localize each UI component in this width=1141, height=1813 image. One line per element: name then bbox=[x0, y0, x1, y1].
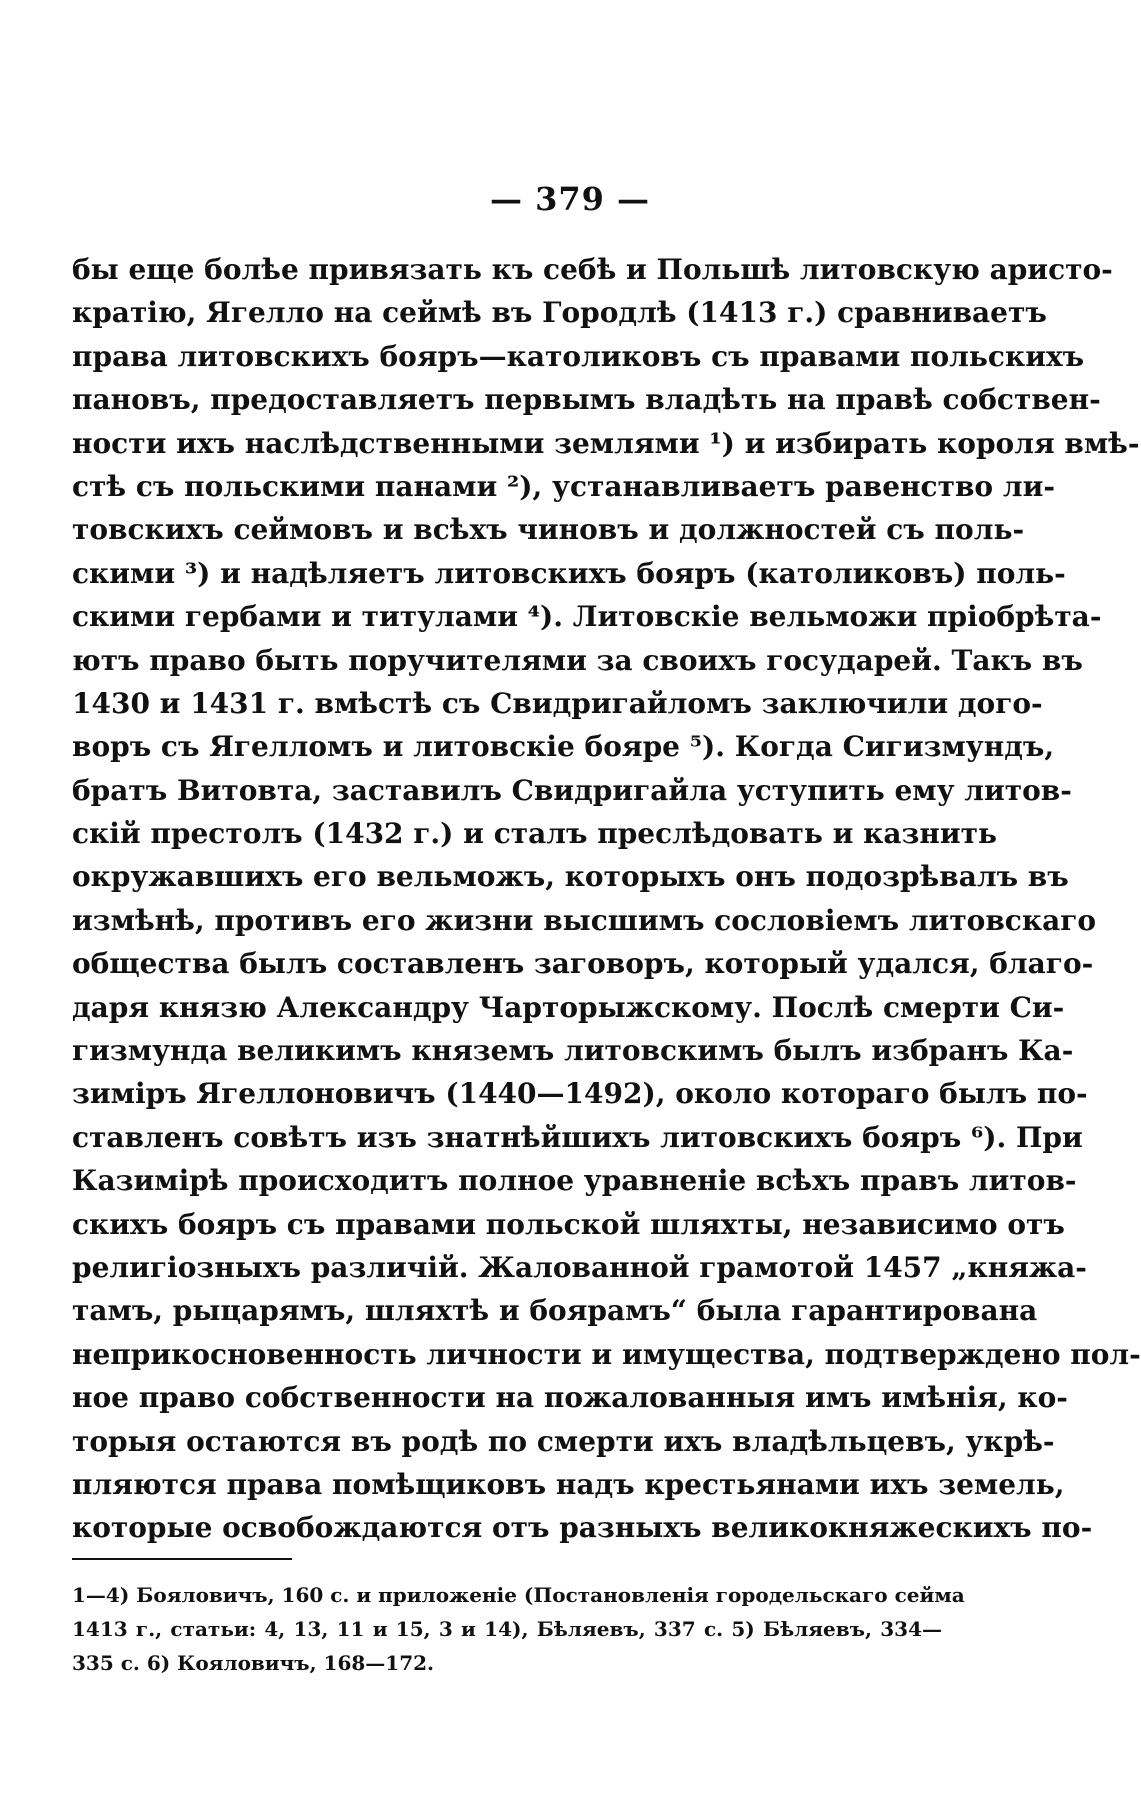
body-line: ности ихъ наслѣдственными землями ¹) и избирать короля вмѣ- bbox=[72, 426, 1140, 460]
footnote-line: 335 с. 6) Кояловичъ, 168—172. bbox=[72, 1651, 435, 1675]
body-line: общества былъ составленъ заговоръ, который удался, благо- bbox=[72, 947, 1094, 981]
body-line: ставленъ совѣтъ изъ знатнѣйшихъ литовскихъ бояръ ⁶). При bbox=[72, 1120, 1083, 1154]
body-line: измѣнѣ, противъ его жизни высшимъ сословіемъ литовскаго bbox=[72, 903, 1097, 937]
body-text bbox=[72, 248, 1141, 1550]
body-line: кратію, Ягелло на сеймѣ въ Городлѣ (1413 г.) сравниваетъ bbox=[72, 296, 1047, 330]
body-line: тамъ, рыцарямъ, шляхтѣ и боярамъ“ была гарантирована bbox=[72, 1294, 1038, 1328]
body-line: Казимірѣ происходитъ полное уравненіе всѣхъ правъ литов- bbox=[72, 1164, 1077, 1198]
body-line: религіозныхъ различій. Жалованной грамотой 1457 „княжа- bbox=[72, 1250, 1087, 1284]
body-line: скими ³) и надѣляетъ литовскихъ бояръ (католиковъ) поль- bbox=[72, 556, 1066, 590]
body-line: даря князю Александру Чарторыжскому. Послѣ смерти Си- bbox=[72, 990, 1065, 1024]
body-line: пляются права помѣщиковъ надъ крестьянами ихъ земель, bbox=[72, 1467, 1065, 1501]
body-line: ютъ право быть поручителями за своихъ государей. Такъ въ bbox=[72, 643, 1083, 677]
body-line: зиміръ Ягеллоновичъ (1440—1492), около котораго былъ по- bbox=[72, 1077, 1088, 1111]
body-line: воръ съ Ягелломъ и литовскіе бояре ⁵). Когда Сигизмундъ, bbox=[72, 730, 1055, 764]
body-line: скихъ бояръ съ правами польской шляхты, независимо отъ bbox=[72, 1207, 1065, 1241]
body-line: окружавшихъ его вельможъ, которыхъ онъ подозрѣвалъ въ bbox=[72, 860, 1069, 894]
body-line: скими гербами и титулами ⁴). Литовскіе вельможи пріобрѣта- bbox=[72, 600, 1102, 634]
body-line: торыя остаются въ родѣ по смерти ихъ владѣльцевъ, укрѣ- bbox=[72, 1424, 1055, 1458]
body-line: скій престолъ (1432 г.) и сталъ преслѣдовать и казнить bbox=[72, 817, 997, 851]
body-line: которые освобождаются отъ разныхъ великокняжескихъ по- bbox=[72, 1511, 1093, 1545]
footnote-line: 1413 г., статьи: 4, 13, 11 и 15, 3 и 14), Бѣляевъ, 337 с. 5) Бѣляевъ, 334— bbox=[72, 1617, 942, 1641]
body-line: гизмунда великимъ княземъ литовскимъ былъ избранъ Ка- bbox=[72, 1034, 1074, 1068]
body-line: братъ Витовта, заставилъ Свидригайла уступить ему литов- bbox=[72, 773, 1072, 807]
footnote-divider bbox=[72, 1558, 292, 1560]
body-line: неприкосновенность личности и имущества, подтверждено пол- bbox=[72, 1337, 1141, 1371]
body-line: пановъ, предоставляетъ первымъ владѣть на правѣ собствен- bbox=[72, 383, 1101, 417]
body-line: товскихъ сеймовъ и всѣхъ чиновъ и должностей съ поль- bbox=[72, 513, 1025, 547]
body-line: ное право собственности на пожалованныя имъ имѣнія, ко- bbox=[72, 1381, 1068, 1415]
page-number: — 379 — bbox=[489, 180, 651, 218]
body-line: 1430 и 1431 г. вмѣстѣ съ Свидригайломъ заключили дого- bbox=[72, 686, 1043, 720]
footnote-line: 1—4) Бояловичъ, 160 с. и приложеніе (Постановленія городельскаго сейма bbox=[72, 1583, 965, 1607]
body-line: стѣ съ польскими панами ²), устанавливаетъ равенство ли- bbox=[72, 469, 1055, 503]
body-line: права литовскихъ бояръ—католиковъ съ правами польскихъ bbox=[72, 339, 1085, 373]
footnotes bbox=[72, 1578, 965, 1680]
body-line: бы еще болѣе привязать къ себѣ и Польшѣ литовскую аристо- bbox=[72, 253, 1113, 286]
